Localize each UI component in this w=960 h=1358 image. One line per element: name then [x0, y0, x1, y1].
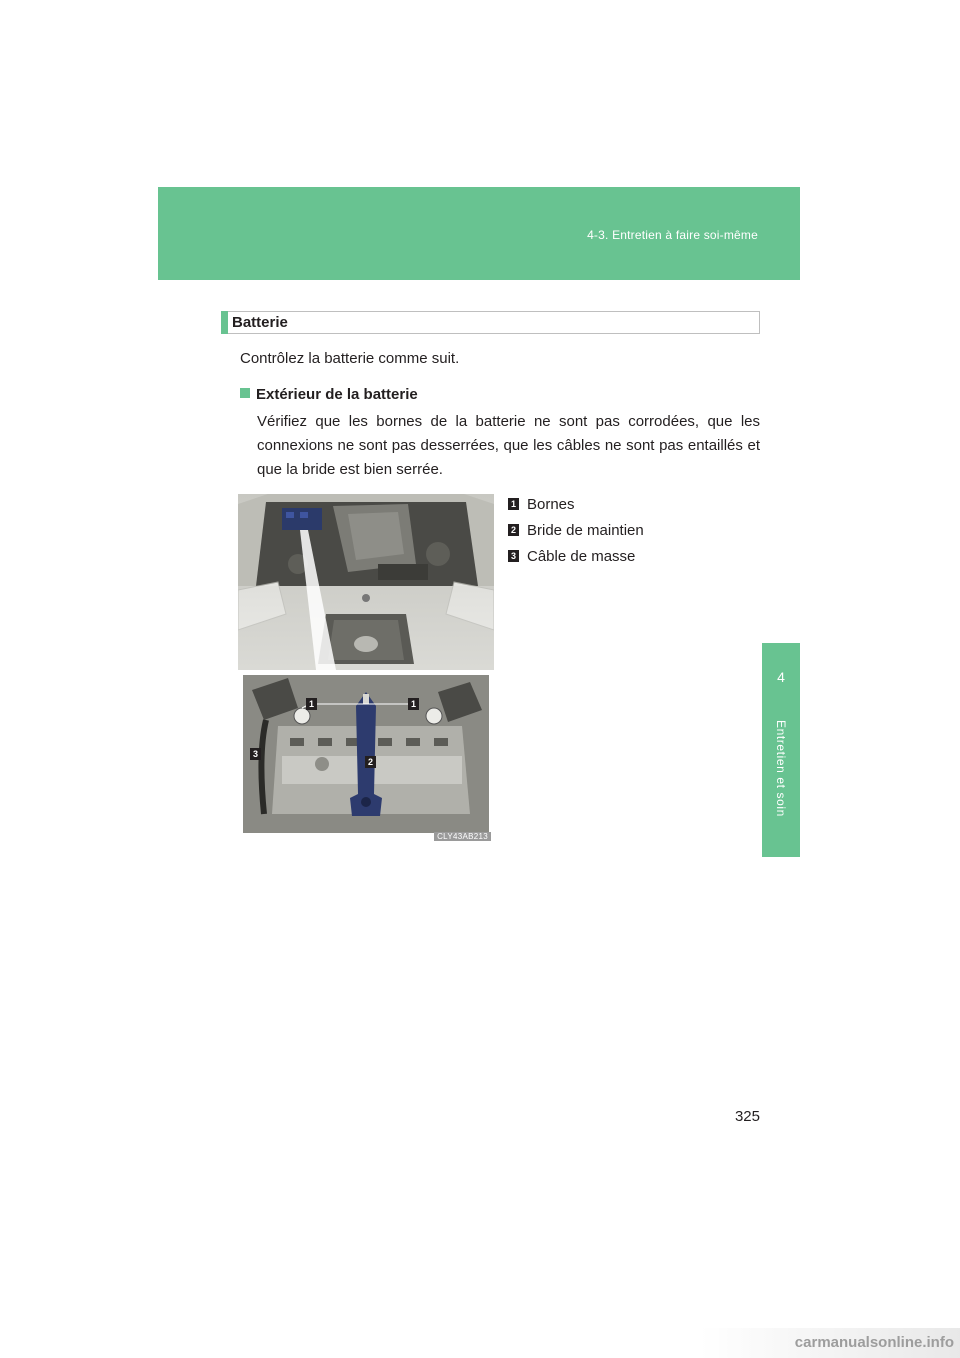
callout-hold-down-clamp: 2 [365, 756, 376, 768]
legend-item [508, 517, 644, 543]
intro-text: Contrôlez la batterie comme suit. [240, 350, 460, 367]
header-band [158, 187, 800, 280]
square-bullet-icon [240, 388, 250, 398]
legend-number: 1 [508, 498, 519, 510]
engine-bay-illustration [238, 494, 494, 843]
section-accent-bar [221, 311, 228, 334]
callout-terminal-left: 1 [306, 698, 317, 710]
legend-item [508, 543, 644, 569]
figure-legend [508, 491, 644, 569]
legend-number: 3 [508, 550, 519, 562]
legend-label: Bornes [527, 495, 575, 513]
callout-ground-cable: 3 [250, 748, 261, 760]
battery-figure [238, 494, 494, 843]
chapter-side-tab [762, 643, 800, 857]
figure-code: CLY43AB213 [434, 832, 491, 841]
watermark [700, 1328, 960, 1358]
legend-number: 2 [508, 524, 519, 536]
breadcrumb: 4-3. Entretien à faire soi-même [587, 228, 758, 242]
legend-item [508, 491, 644, 517]
page-number: 325 [734, 1108, 760, 1125]
callout-terminal-right: 1 [408, 698, 419, 710]
chapter-title: Entretien et soin [774, 720, 788, 817]
section-title: Batterie [232, 314, 288, 331]
subsection-heading [240, 386, 418, 403]
legend-label: Câble de masse [527, 547, 636, 565]
chapter-number: 4 [777, 669, 785, 685]
legend-label: Bride de maintien [527, 521, 644, 539]
subsection-title: Extérieur de la batterie [256, 386, 418, 403]
section-header [221, 311, 760, 334]
watermark-text: carmanualsonline.info [794, 1334, 954, 1351]
body-paragraph: Vérifiez que les bornes de la batterie ne sont pas corrodées, que les connexions ne sont pas desserrées, que les câbles ne sont pas entaillés et que la bride est bien serrée. [257, 413, 760, 478]
